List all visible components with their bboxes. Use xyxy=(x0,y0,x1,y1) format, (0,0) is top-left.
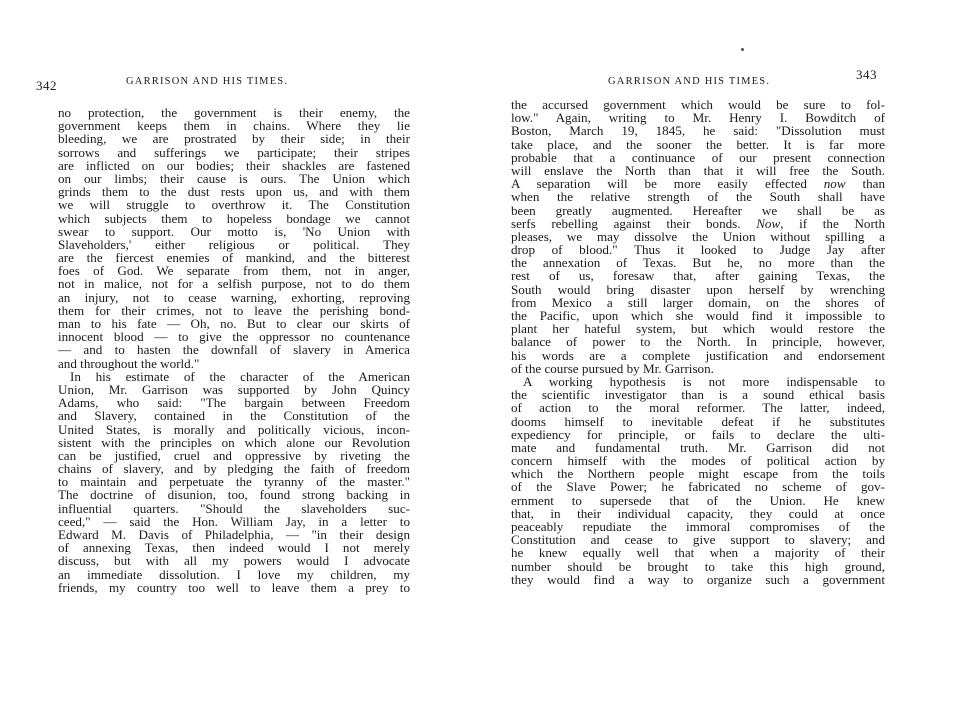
text-line: government keeps them in chains. Where they lie xyxy=(58,118,410,134)
text-line: the Pacific, upon which she would find it impossible to xyxy=(511,308,885,323)
text-line: plant her hateful system, but which would restore the xyxy=(511,321,885,337)
text-line: the scientific investigator than is a sound ethical basis xyxy=(511,387,885,403)
text-line: are the fiercest enemies of mankind, and the bitterest xyxy=(58,250,410,266)
text-line: of the course pursued by Mr. Garrison. xyxy=(511,360,714,376)
text-line: drop of blood." Thus it looked to Judge Jay after xyxy=(511,242,885,258)
page-number: 342 xyxy=(36,78,57,93)
paper-speck xyxy=(741,48,744,51)
text-line: Boston, March 19, 1845, he said: "Dissolution must xyxy=(511,123,885,139)
text-line: which the Northern people might escape from the toils xyxy=(511,466,885,482)
text-line: peaceably repudiate the immoral compromises of the xyxy=(511,519,885,534)
text-line: In his estimate of the character of the American xyxy=(70,368,410,384)
running-head: GARRISON AND HIS TIMES. xyxy=(608,76,771,87)
text-line: the accursed government which would be sure to fol- xyxy=(511,97,885,112)
text-line: Constitution and cease to give support to slavery; and xyxy=(511,532,885,548)
text-line: mate and fundamental truth. Mr. Garrison did not xyxy=(511,439,885,455)
text-line: will enslave the North than that it will free the South. xyxy=(511,162,885,178)
text-line: that, in their individual capacity, they could at once xyxy=(511,505,885,521)
text-line: number should be brought to take this high ground, xyxy=(511,558,885,574)
text-line: them for their crimes, not to leave the perishing bond- xyxy=(58,302,410,318)
text-line: dooms himself to inevitable defeat if he substitutes xyxy=(511,413,885,429)
text-line: A working hypothesis is not more indispensable to xyxy=(523,373,885,389)
text-line: Slaveholders,' either religious or political. They xyxy=(58,236,410,252)
text-line: are inflicted on our bodies; their shackles are fastened xyxy=(58,157,410,173)
text-line: influential quarters. "Should the slaveholders suc- xyxy=(58,500,410,516)
page-body xyxy=(511,98,885,586)
text-line: Edward M. Davis of Philadelphia, — "in their design xyxy=(58,527,410,542)
text-line: take place, and the sooner the better. It is far more xyxy=(511,136,885,152)
text-line: innocent blood — to give the oppressor no countenance xyxy=(58,329,410,345)
text-line: can be justified, cruel and oppressive by riveting the xyxy=(58,447,410,463)
text-line: sorrows and sufferings we participate; their stripes xyxy=(58,144,410,160)
text-line: an injury, not to cease warning, exhorting, reproving xyxy=(58,289,410,305)
text-line: — and to hasten the downfall of slavery in America xyxy=(58,342,410,358)
text-line: of the Slave Power; he fabricated no scheme of gov- xyxy=(511,479,885,495)
text-line: Union, Mr. Garrison was supported by John Quincy xyxy=(58,381,410,397)
text-line: bleeding, we are prostrated by their side; in their xyxy=(58,131,410,147)
text-line: to maintain and perpetuate the tyranny of the master." xyxy=(58,474,410,490)
text-line: his words are a complete justification and endorsement xyxy=(511,347,885,363)
text-line: South would bring disaster upon herself by wrenching xyxy=(511,281,885,297)
text-line: on our limbs; their cause is ours. The Union which xyxy=(58,170,410,186)
text-line: concern himself with the modes of political action by xyxy=(511,453,885,469)
text-line: low." Again, writing to Mr. Henry I. Bowditch of xyxy=(511,110,885,126)
text-line: grinds them to the dust rests upon us, and with them xyxy=(58,184,410,200)
text-line: probable that a continuance of our present connection xyxy=(511,149,885,165)
text-line: expediency for principle, or fails to declare the ulti- xyxy=(511,426,885,442)
text-line: pleases, we may dissolve the Union without spilling a xyxy=(511,228,885,244)
text-line: rest of us, foresaw that, after gaining Texas, the xyxy=(511,268,885,284)
text-line: from Mexico a still larger domain, on the shores of xyxy=(511,294,885,310)
text-line: and throughout the world." xyxy=(58,355,200,371)
text-line: and Slavery, contained in the Constitution of the xyxy=(58,408,410,424)
text-line: ceed," — said the Hon. William Jay, in a letter to xyxy=(58,513,410,529)
text-line: United States, is morally and politically vicious, incon- xyxy=(58,421,410,437)
right-page xyxy=(490,0,980,714)
text-line: chains of slavery, and by pledging the faith of freedom xyxy=(58,461,410,477)
text-line: swear to support. Our motto is, 'No Union with xyxy=(58,223,410,239)
text-line: foes of God. We separate from them, not in anger, xyxy=(58,263,410,279)
text-line: man to his fate — Oh, no. But to clear our skirts of xyxy=(58,316,410,331)
text-line: discuss, but with all my powers would I advocate xyxy=(58,553,410,569)
text-line: no protection, the government is their enemy, the xyxy=(58,105,410,120)
text-line: not in malice, not for a selfish purpose, not to do them xyxy=(58,276,410,292)
text-line: friends, my country too well to leave them a prey to xyxy=(58,579,410,595)
text-line: an immediate dissolution. I love my children, my xyxy=(58,566,410,582)
text-line: of action to the moral reformer. The latter, indeed, xyxy=(511,400,885,416)
text-line: the annexation of Texas. But he, no more than the xyxy=(511,255,885,271)
text-line: they would find a way to organize such a government xyxy=(511,571,885,587)
text-line: he knew equally well that when a majority of their xyxy=(511,545,885,561)
text-line: of annexing Texas, then indeed would I not merely xyxy=(58,540,410,556)
text-line: ernment to supersede that of the Union. He knew xyxy=(511,492,885,508)
text-line: which subjects them to hopeless bondage we cannot xyxy=(58,210,410,226)
text-line: The doctrine of disunion, too, found strong backing in xyxy=(58,487,410,503)
page-number: 343 xyxy=(856,67,877,82)
text-line: sistent with the principles on which alone our Revolution xyxy=(58,434,410,450)
text-line: balance of power to the North. In principle, however, xyxy=(511,334,885,350)
text-line: been greatly augmented. Hereafter we shall be as xyxy=(511,202,885,218)
text-line: we will struggle to overthrow it. The Constitution xyxy=(58,197,410,213)
text-line: A separation will be more easily effected now than xyxy=(511,176,885,192)
text-line: serfs rebelling against their bonds. Now, if the North xyxy=(511,215,885,231)
text-line: Adams, who said: "The bargain between Freedom xyxy=(58,395,410,411)
running-head: GARRISON AND HIS TIMES. xyxy=(126,76,289,87)
page-body xyxy=(58,106,410,594)
text-line: when the relative strength of the South shall have xyxy=(511,189,885,205)
